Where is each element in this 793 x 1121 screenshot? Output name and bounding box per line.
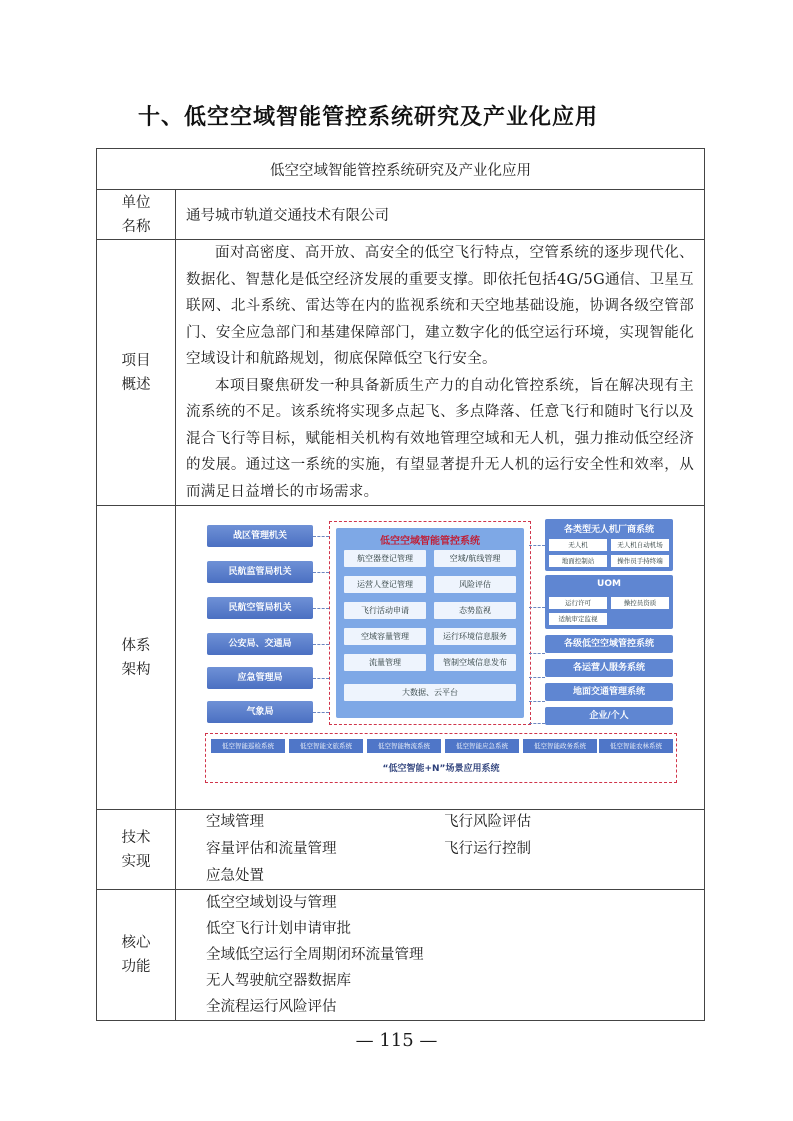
tech-item: 应急处置 <box>206 868 264 884</box>
overview-label: 项目 概述 <box>97 240 176 506</box>
left-box: 公安局、交通局 <box>207 633 313 655</box>
arch-label: 体系 架构 <box>97 506 176 810</box>
left-box: 民航监管局机关 <box>207 561 313 583</box>
table-title: 低空空域智能管控系统研究及产业化应用 <box>97 149 705 190</box>
center-system <box>336 528 524 718</box>
vendor-item: 地面控制站 <box>549 555 607 567</box>
connector-arrow <box>529 701 545 702</box>
scenario-frame <box>205 733 677 783</box>
center-module: 流量管理 <box>344 654 426 671</box>
overview-paragraph: 面对高密度、高开放、高安全的低空飞行特点，空管系统的逐步现代化、数据化、智慧化是低空经济发展的重要支撑。即依托包括4G/5G通信、卫星互联网、北斗系统、雷达等在内的监视系统和天空地基础设施，协调各级空管部门、安全应急部门和基建保障部门，建立数字化的低空运行环境，实现智能化空域设计和航路规划，彻底保障低空飞行安全。 <box>186 245 694 367</box>
tech-item: 飞行运行控制 <box>444 841 531 857</box>
scenario-item: 低空智能巡检系统 <box>211 739 285 753</box>
scenario-item: 低空智能农林系统 <box>599 739 673 753</box>
right-system: 各运营人服务系统 <box>545 659 673 677</box>
connector-arrow <box>313 572 329 573</box>
vendor-item: 无人机自动机场 <box>611 539 669 551</box>
tech-list <box>176 810 705 890</box>
vendor-systems-box <box>545 519 673 571</box>
uom-item: 操控员资质 <box>611 597 669 609</box>
center-module: 态势监视 <box>434 602 516 619</box>
overview-text <box>176 240 705 506</box>
connector-arrow <box>313 678 329 679</box>
right-system: 企业/个人 <box>545 707 673 725</box>
left-box: 战区管理机关 <box>207 525 313 547</box>
unit-label: 单位 名称 <box>97 190 176 240</box>
center-module: 空域/航线管理 <box>434 550 516 567</box>
center-module: 飞行活动申请 <box>344 602 426 619</box>
tech-item: 飞行风险评估 <box>444 814 531 830</box>
right-system: 地面交通管理系统 <box>545 683 673 701</box>
page-number: — 115 — <box>355 1030 438 1051</box>
tech-item: 空域管理 <box>206 814 264 830</box>
left-box: 气象局 <box>207 701 313 723</box>
vendor-item: 操作员手持终端 <box>611 555 669 567</box>
overview-paragraph: 本项目聚焦研发一种具备新质生产力的自动化管控系统，旨在解决现有主流系统的不足。该系统将实现多点起飞、多点降落、任意飞行和随时飞行以及混合飞行等目标，赋能相关机构有效地管理空域和无人机，强力推动低空经济的发展。通过这一系统的实施，有望显著提升无人机的运行安全性和效率，从而满足日益增长的市场需求。 <box>186 377 694 500</box>
architecture-diagram <box>199 515 681 801</box>
uom-item: 适航审定监视 <box>549 613 607 625</box>
center-module: 管制空域信息发布 <box>434 654 516 671</box>
connector-arrow <box>313 712 329 713</box>
uom-title: UOM <box>597 578 621 589</box>
scenario-item: 低空智能政务系统 <box>523 739 597 753</box>
arch-diagram-cell <box>176 506 705 810</box>
center-module: 风险评估 <box>434 576 516 593</box>
left-box: 应急管理局 <box>207 667 313 689</box>
connector-arrow <box>313 608 329 609</box>
vendor-systems-title: 各类型无人机厂商系统 <box>563 524 654 535</box>
scenario-item: 低空智能文旅系统 <box>289 739 363 753</box>
center-module: 空域容量管理 <box>344 628 426 645</box>
center-module: 运营人登记管理 <box>344 576 426 593</box>
center-title: 低空空域智能管控系统 <box>380 535 480 547</box>
unit-value: 通号城市轨道交通技术有限公司 <box>176 190 705 240</box>
uom-box <box>545 575 673 629</box>
connector-arrow <box>529 677 545 678</box>
uom-item: 运行许可 <box>549 597 607 609</box>
func-item: 低空飞行计划申请审批 <box>206 921 351 937</box>
connector-arrow <box>529 545 545 546</box>
vendor-item: 无人机 <box>549 539 607 551</box>
func-item: 全域低空运行全周期闭环流量管理 <box>206 947 424 963</box>
left-box: 民航空管局机关 <box>207 597 313 619</box>
page-heading: 十、低空空域智能管控系统研究及产业化应用 <box>138 105 599 130</box>
project-table <box>96 148 705 1021</box>
center-module: 运行环境信息服务 <box>434 628 516 645</box>
scenario-item: 低空智能应急系统 <box>445 739 519 753</box>
func-item: 低空空域划设与管理 <box>206 895 337 911</box>
center-platform: 大数据、云平台 <box>344 684 516 701</box>
connector-arrow <box>313 644 329 645</box>
func-list <box>176 890 705 1021</box>
right-system: 各级低空空域管控系统 <box>545 635 673 653</box>
center-system-frame <box>329 521 531 725</box>
connector-arrow <box>313 536 329 537</box>
func-item: 无人驾驶航空器数据库 <box>206 973 351 989</box>
scenario-item: 低空智能物流系统 <box>367 739 441 753</box>
func-label: 核心 功能 <box>97 890 176 1021</box>
tech-item: 容量评估和流量管理 <box>206 841 337 857</box>
scenario-title: “低空智能+N”场景应用系统 <box>382 763 500 774</box>
func-item: 全流程运行风险评估 <box>206 999 337 1015</box>
connector-arrow <box>529 607 545 608</box>
connector-arrow <box>529 653 545 654</box>
center-module: 航空器登记管理 <box>344 550 426 567</box>
connector-arrow <box>529 723 545 724</box>
tech-label: 技术 实现 <box>97 810 176 890</box>
